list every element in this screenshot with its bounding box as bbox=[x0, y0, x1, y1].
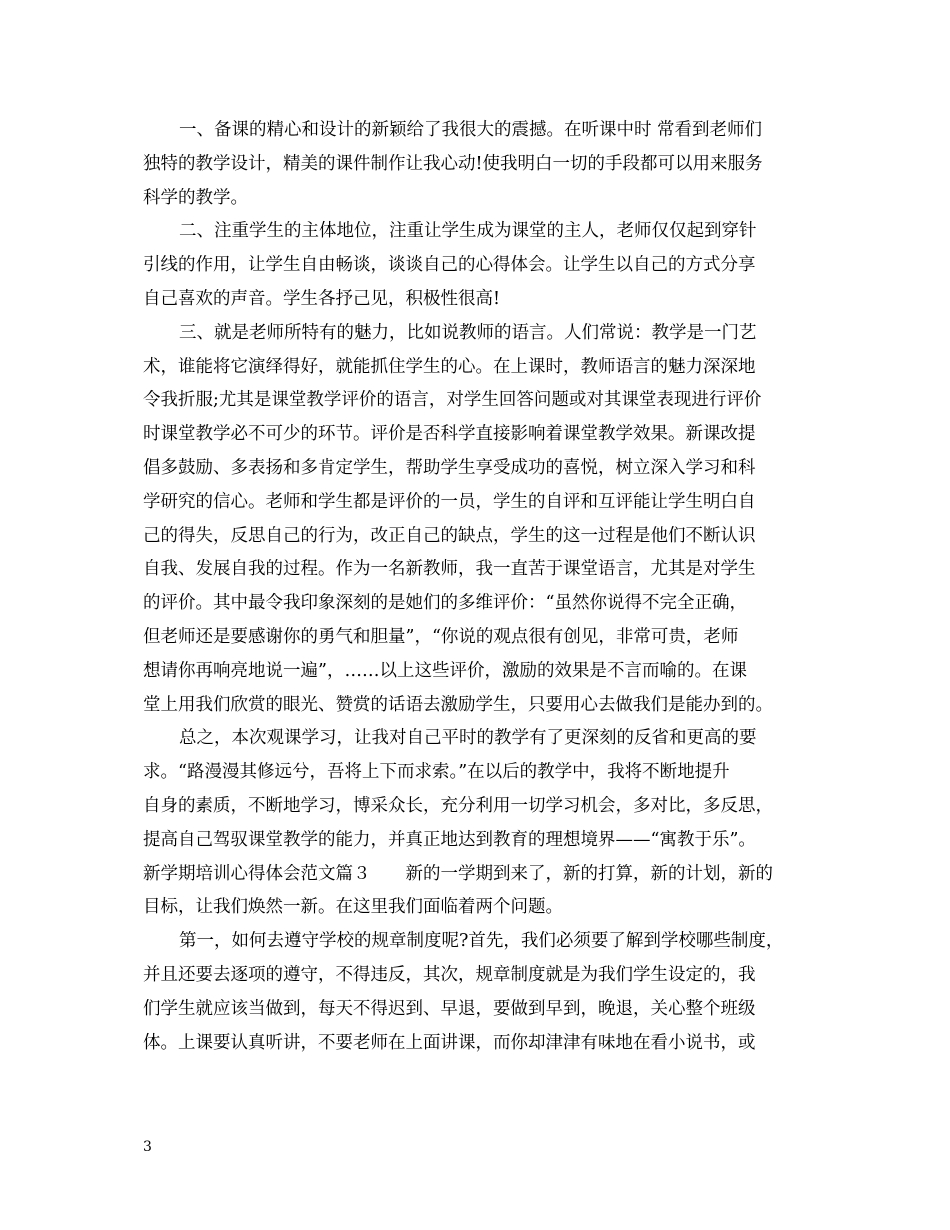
text-line: 时课堂教学必不可少的环节。评价是否科学直接影响着课堂教学效果。新课改提 bbox=[143, 424, 756, 445]
text-line: 堂上用我们欣赏的眼光、赞赏的话语去激励学生，只要用心去做我们是能办到的。 bbox=[143, 694, 773, 715]
text-line: 提高自己驾驭课堂教学的能力，并真正地达到教育的理想境界——“寓教于乐”。 bbox=[143, 829, 756, 850]
text-line: 科学的教学。 bbox=[143, 187, 248, 208]
text-line: 令我折服;尤其是课堂教学评价的语言，对学生回答问题或对其课堂表现进行评价 bbox=[143, 390, 762, 411]
text-line: 目标，让我们焕然一新。在这里我们面临着两个问题。 bbox=[143, 897, 563, 918]
document-body bbox=[143, 114, 823, 1060]
text-line: 自己喜欢的声音。学生各抒己见，积极性很高! bbox=[143, 288, 501, 309]
text-line: 第一，如何去遵守学校的规章制度呢?首先，我们必须要了解到学校哪些制度， bbox=[179, 931, 784, 952]
text-line: 己的得失，反思自己的行为，改正自己的缺点，学生的这一过程是他们不断认识 bbox=[143, 525, 756, 546]
text-line: 想请你再响亮地说一遍”，……以上这些评价，激励的效果是不言而喻的。在课 bbox=[143, 660, 747, 681]
text-line: 自我、发展自我的过程。作为一名新教师，我一直苦于课堂语言，尤其是对学生 bbox=[143, 559, 756, 580]
text-line: 的评价。其中最令我印象深刻的是她们的多维评价：“虽然你说得不完全正确， bbox=[143, 593, 747, 614]
text-line: 术，谁能将它演绎得好，就能抓住学生的心。在上课时，教师语言的魅力深深地 bbox=[143, 356, 756, 377]
text-line: 体。上课要认真听讲，不要老师在上面讲课，而你却津津有味地在看小说书，或 bbox=[143, 1032, 756, 1053]
text-line: 但老师还是要感谢你的勇气和胆量”，“你说的观点很有创见，非常可贵，老师 bbox=[143, 626, 739, 647]
text-line: 三、就是老师所特有的魅力，比如说教师的语言。人们常说：教学是一门艺 bbox=[179, 322, 757, 343]
text-line: 新学期培训心得体会范文篇３ 新的一学期到来了，新的打算，新的计划，新的 bbox=[143, 863, 773, 884]
text-line: 学研究的信心。老师和学生都是评价的一员，学生的自评和互评能让学生明白自 bbox=[143, 491, 756, 512]
text-line: 并且还要去逐项的遵守，不得违反，其次，规章制度就是为我们学生设定的，我 bbox=[143, 964, 756, 985]
text-line: 一、备课的精心和设计的新颖给了我很大的震撼。在听课中时 常看到老师们 bbox=[179, 120, 763, 140]
text-line: 倡多鼓励、多表扬和多肯定学生，帮助学生享受成功的喜悦，树立深入学习和科 bbox=[143, 457, 756, 478]
text-line: 总之，本次观课学习，让我对自己平时的教学有了更深刻的反省和更高的要 bbox=[179, 728, 757, 749]
page-number: 3 bbox=[143, 1139, 152, 1155]
text-line: 二、注重学生的主体地位，注重让学生成为课堂的主人，老师仅仅起到穿针 bbox=[179, 221, 757, 242]
text-line: 自身的素质，不断地学习，博采众长，充分利用一切学习机会，多对比，多反思， bbox=[143, 795, 773, 816]
text-line: 求。“路漫漫其修远兮，吾将上下而求索。”在以后的教学中，我将不断地提升 bbox=[143, 762, 730, 783]
text-line: 引线的作用，让学生自由畅谈，谈谈自己的心得体会。让学生以自己的方式分享 bbox=[143, 255, 756, 276]
text-line: 们学生就应该当做到，每天不得迟到、早退，要做到早到，晚退，关心整个班级 bbox=[143, 998, 756, 1019]
text-line: 独特的教学设计，精美的课件制作让我心动!使我明白一切的手段都可以用来服务 bbox=[143, 153, 763, 174]
